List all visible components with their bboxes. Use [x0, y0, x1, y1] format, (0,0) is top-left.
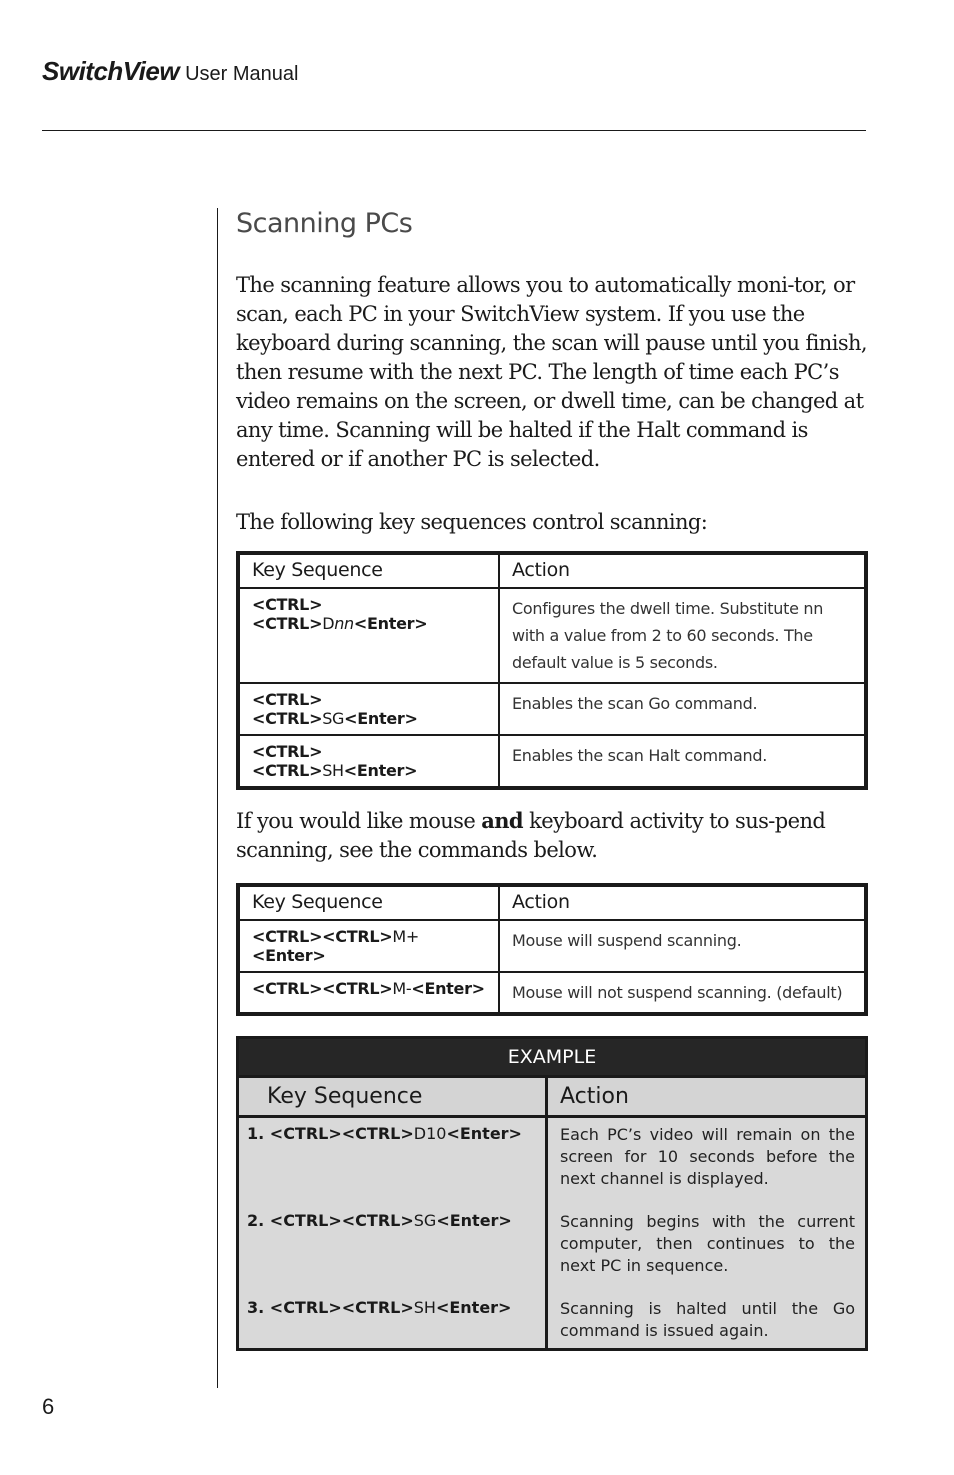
table-row: [238, 735, 866, 788]
example-step: 3. <CTRL><CTRL>SH<Enter>: [247, 1298, 512, 1317]
table-row: [238, 920, 866, 972]
action-cell: Enables the scan Halt command.: [499, 735, 866, 788]
mouse-commands-table: [236, 883, 868, 1016]
column-header: Action: [499, 885, 866, 920]
example-action: Scanning is halted until the Go command is issued again.: [560, 1299, 855, 1340]
header-subtitle: User Manual: [185, 63, 299, 85]
header-divider: [42, 130, 866, 131]
example-step: 2. <CTRL><CTRL>SG<Enter>: [247, 1211, 512, 1230]
example-action: Scanning begins with the current computer, then continues to the next PC in sequence.: [560, 1212, 855, 1275]
brand-name: SwitchView: [42, 56, 180, 86]
key-sequence-cell: <CTRL><CTRL>Dnn<Enter>: [238, 588, 499, 683]
example-action-cell: [547, 1117, 867, 1350]
column-header: Action: [499, 553, 866, 588]
table-header-row: [238, 553, 866, 588]
example-banner-row: [238, 1038, 867, 1077]
table-row: [238, 588, 866, 683]
table-row: [238, 1117, 867, 1350]
example-table: [236, 1036, 868, 1351]
key-sequence-cell: <CTRL><CTRL>M-<Enter>: [238, 972, 499, 1014]
section-content: [236, 208, 868, 1351]
example-action: Each PC’s video will remain on the screen for 10 seconds before the next channel is displayed.: [560, 1125, 855, 1188]
lead-paragraph: The following key sequences control scanning:: [236, 510, 708, 534]
action-cell: Mouse will not suspend scanning. (default): [499, 972, 866, 1014]
key-sequence-cell: <CTRL><CTRL>SH<Enter>: [238, 735, 499, 788]
example-key-cell: [238, 1117, 547, 1350]
table-header-row: [238, 885, 866, 920]
column-header: Key Sequence: [238, 553, 499, 588]
example-step: 1. <CTRL><CTRL>D10<Enter>: [247, 1124, 522, 1143]
scan-commands-table: [236, 551, 868, 790]
page-number: 6: [42, 1394, 55, 1419]
intro-paragraph: The scanning feature allows you to automatically moni-tor, or scan, each PC in your SwitchView system. If you use the keyboard during scanning, the scan will pause until you finish, then resume with the next PC. The length of time each PC’s video remains on the screen, or dwell time, can be changed at any time. Scanning will be halted if the Halt command is entered or if another PC is selected.: [236, 273, 867, 471]
mouse-note-paragraph: If you would like mouse and keyboard activity to sus-pend scanning, see the commands below.: [236, 808, 826, 862]
table-row: [238, 683, 866, 735]
margin-rule: [217, 208, 218, 1388]
column-header: Key Sequence: [238, 885, 499, 920]
example-banner: EXAMPLE: [238, 1038, 867, 1077]
page-header: [42, 56, 298, 90]
section-title: Scanning PCs: [236, 208, 413, 239]
column-header: Key Sequence: [238, 1077, 547, 1117]
action-cell: Mouse will suspend scanning.: [499, 920, 866, 972]
table-row: [238, 972, 866, 1014]
key-sequence-cell: <CTRL><CTRL>SG<Enter>: [238, 683, 499, 735]
table-header-row: [238, 1077, 867, 1117]
action-cell: Configures the dwell time. Substitute nn with a value from 2 to 60 seconds. The default value is 5 seconds.: [499, 588, 866, 683]
column-header: Action: [547, 1077, 867, 1117]
action-cell: Enables the scan Go command.: [499, 683, 866, 735]
key-sequence-cell: <CTRL><CTRL>M+<Enter>: [238, 920, 499, 972]
